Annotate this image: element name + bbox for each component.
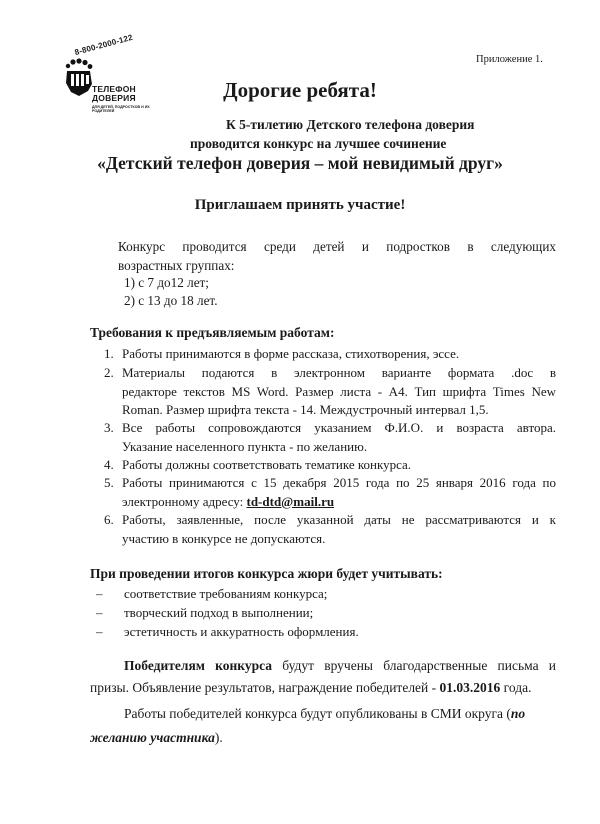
winners-text: будут вручены благодарственные письма и [272,658,556,673]
subtitle-anniversary: К 5-тилетию Детского телефона доверия [226,117,475,132]
requirement-number: 4. [104,457,114,472]
age-group-1: 1) с 7 до12 лет; [124,275,209,290]
winners-paragraph-line2 [90,680,531,696]
requirements-heading: Требования к предъявляемым работам: [90,325,335,340]
invite-heading: Приглашаем принять участие! [194,197,406,213]
requirement-number: 6. [104,512,114,527]
winners-text-2: призы. Объявление результатов, награждение победителей - [90,680,440,695]
requirement-text: редакторе текстов MS Word. Размер листа - А4. Тип шрифта Times New [122,383,556,399]
publication-text-end: ). [214,730,223,745]
page-title: Дорогие ребята! [223,78,377,102]
requirement-text: Все работы сопровождаются указанием Ф.И.О. и возраста автора. [122,420,556,435]
contest-name: «Детский телефон доверия – мой невидимый друг» [97,153,503,173]
requirement-text: Roman. Размер шрифта текста - 14. Междустрочный интервал 1,5. [122,402,489,417]
requirement-text: электронному адресу: [122,493,247,509]
requirement-text: Указание населенного пункта - по желанию. [122,438,368,454]
criteria-text: эстетичность и аккуратность оформления. [124,624,359,639]
logo-phone-number: 8-800-2000-122 [73,32,134,57]
publication-emphasis-2: желанию участника [90,730,215,745]
requirement-number: 3. [104,420,114,435]
criteria-text: соответствие требованиям конкурса; [124,586,328,601]
requirement-text: Работы принимаются в форме рассказа, стихотворения, эссе. [122,346,460,361]
requirement-text: Работы должны соответствовать тематике конкурса. [122,457,412,472]
intro-line-2: возрастных группах: [118,258,235,273]
winners-paragraph-line1 [124,658,556,674]
logo-brand-line2: ДОВЕРИЯ [92,93,136,103]
requirement-text: Материалы подаются в электронном варианте формата .doc в [122,365,556,380]
publication-line1 [124,706,556,722]
email-link[interactable]: td-dtd@mail.ru [246,493,335,509]
requirement-text: Работы, заявленные, после указанной даты не рассматриваются и к [122,512,556,527]
winners-text-3: года. [500,680,532,695]
appendix-label: Приложение 1. [476,54,543,65]
requirement-number: 2. [104,365,114,380]
age-group-2: 2) с 13 до 18 лет. [124,293,218,308]
dash-bullet: – [96,586,103,601]
criteria-heading: При проведении итогов конкурса жюри будет учитывать: [90,566,443,581]
criteria-text: творческий подход в выполнении; [124,605,314,620]
requirement-text: участию в конкурсе не допускаются. [122,530,326,546]
publication-line2 [90,730,223,746]
dash-bullet: – [96,605,103,620]
requirement-number: 1. [104,346,114,361]
logo-brand-line1: ТЕЛЕФОН [92,84,136,94]
requirement-text: Работы принимаются с 15 декабря 2015 года по 25 января 2016 года по [122,475,556,490]
intro-line-1: Конкурс проводится среди детей и подростков в следующих [118,239,556,254]
publication-text: Работы победителей конкурса будут опубликованы в СМИ округа ( [124,706,511,721]
dash-bullet: – [96,624,103,639]
subtitle-contest: проводится конкурс на лучшее сочинение [190,136,447,151]
logo-tagline: ДЛЯ ДЕТЕЙ, ПОДРОСТКОВ И ИХ РОДИТЕЛЕЙ [92,105,150,114]
publication-emphasis: по [510,706,526,721]
requirement-number: 5. [104,475,114,490]
winners-lead: Победителям конкурса [124,658,273,673]
results-date: 01.03.2016 [439,680,501,695]
